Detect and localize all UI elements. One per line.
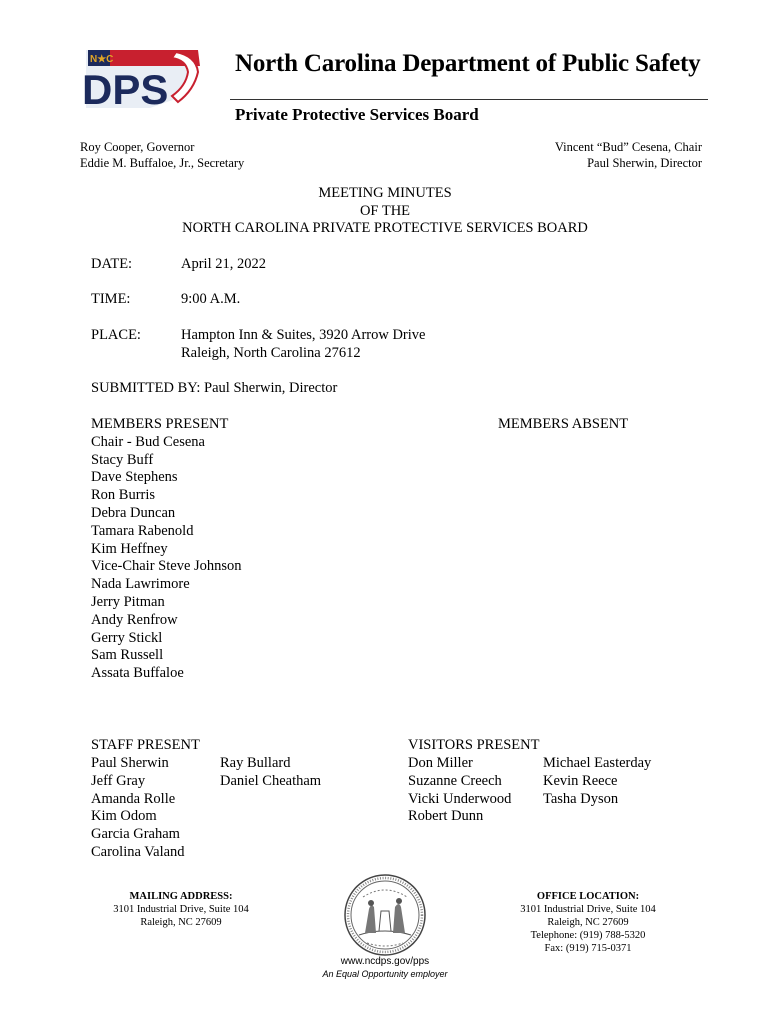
date-label: DATE: (91, 256, 133, 272)
list-item: Amanda Rolle (91, 790, 176, 807)
office-location-label: OFFICE LOCATION: (536, 891, 640, 902)
mailing-address-label: MAILING ADDRESS: (129, 891, 233, 902)
left-officials (80, 139, 244, 171)
header-divider (230, 99, 708, 100)
mailing-line-1: 3101 Industrial Drive, Suite 104 (113, 904, 249, 915)
ncdps-logo-icon (80, 46, 202, 110)
list-item: Ray Bullard (220, 755, 291, 771)
director-line: Paul Sherwin, Director (587, 156, 702, 170)
members-absent-label: MEMBERS ABSENT (498, 416, 629, 432)
list-item: Tamara Rabenold (91, 522, 194, 539)
list-item: Daniel Cheatham (220, 772, 322, 789)
submitted-by: SUBMITTED BY: Paul Sherwin, Director (91, 380, 338, 396)
time-value: 9:00 A.M. (181, 291, 241, 307)
place-label: PLACE: (91, 327, 141, 343)
members-present-list (91, 434, 242, 683)
state-seal (343, 873, 427, 957)
place-line-1: Hampton Inn & Suites, 3920 Arrow Drive (181, 327, 426, 343)
heading-line-3: NORTH CAROLINA PRIVATE PROTECTIVE SERVICES BOARD (182, 220, 588, 236)
mailing-address (80, 890, 282, 929)
heading-line-1: MEETING MINUTES (318, 185, 452, 201)
list-item: Debra Duncan (91, 504, 176, 521)
list-item: Suzanne Creech (408, 772, 502, 789)
list-item: Chair - Bud Cesena (91, 433, 205, 450)
office-line-2: Raleigh, NC 27609 (547, 917, 629, 928)
list-item: Tasha Dyson (543, 790, 619, 807)
list-item: Robert Dunn (408, 808, 484, 825)
place-value (181, 327, 425, 363)
secretary-line: Eddie M. Buffaloe, Jr., Secretary (80, 156, 245, 170)
list-item: Kevin Reece (543, 772, 618, 789)
footer-web (0, 956, 770, 980)
list-item: Sam Russell (91, 647, 164, 664)
right-officials (555, 139, 702, 171)
time-label: TIME: (91, 291, 131, 307)
logo-badge: N★C (90, 54, 114, 65)
list-item: Nada Lawrimore (91, 576, 190, 593)
list-item: Stacy Buff (91, 451, 154, 468)
visitors-list-col2 (543, 755, 651, 808)
list-item: Kim Odom (91, 808, 157, 825)
list-item: Garcia Graham (91, 826, 180, 843)
office-line-1: 3101 Industrial Drive, Suite 104 (520, 904, 656, 915)
dps-logo (80, 46, 202, 110)
staff-present-label: STAFF PRESENT (91, 737, 200, 753)
board-name: Private Protective Services Board (235, 105, 479, 124)
office-fax: Fax: (919) 715-0371 (544, 943, 632, 954)
members-present-label: MEMBERS PRESENT (91, 416, 229, 432)
office-location (490, 890, 686, 955)
list-item: Kim Heffney (91, 540, 168, 557)
list-item: Ron Burris (91, 487, 156, 504)
heading-line-2: OF THE (359, 202, 411, 219)
list-item: Don Miller (408, 755, 473, 771)
date-value: April 21, 2022 (181, 256, 266, 272)
equal-opportunity-note: An Equal Opportunity employer (322, 969, 448, 979)
list-item: Dave Stephens (91, 469, 178, 486)
list-item: Assata Buffaloe (91, 665, 184, 682)
list-item: Andy Renfrow (91, 611, 178, 628)
department-title: North Carolina Department of Public Safety (235, 50, 701, 77)
staff-list-col2 (220, 755, 321, 791)
list-item: Vice-Chair Steve Johnson (91, 558, 242, 575)
mailing-line-2: Raleigh, NC 27609 (140, 917, 222, 928)
office-phone: Telephone: (919) 788-5320 (530, 930, 646, 941)
place-line-2: Raleigh, North Carolina 27612 (181, 344, 361, 361)
visitors-list-col1 (408, 755, 511, 826)
list-item: Jerry Pitman (91, 593, 165, 610)
staff-list-col1 (91, 755, 185, 862)
list-item: Gerry Stickl (91, 629, 163, 646)
list-item: Carolina Valand (91, 843, 185, 860)
minutes-heading (0, 185, 770, 238)
governor-line: Roy Cooper, Governor (80, 140, 195, 154)
list-item: Jeff Gray (91, 772, 146, 789)
logo-text: DPS (82, 66, 169, 110)
nc-state-seal-icon (343, 873, 427, 957)
list-item: Michael Easterday (543, 755, 652, 771)
list-item: Vicki Underwood (408, 790, 512, 807)
list-item: Paul Sherwin (91, 755, 169, 771)
visitors-present-label: VISITORS PRESENT (408, 737, 540, 753)
website-link[interactable]: www.ncdps.gov/pps (340, 956, 430, 967)
chair-line: Vincent “Bud” Cesena, Chair (554, 140, 702, 154)
members-present-section (91, 416, 242, 683)
